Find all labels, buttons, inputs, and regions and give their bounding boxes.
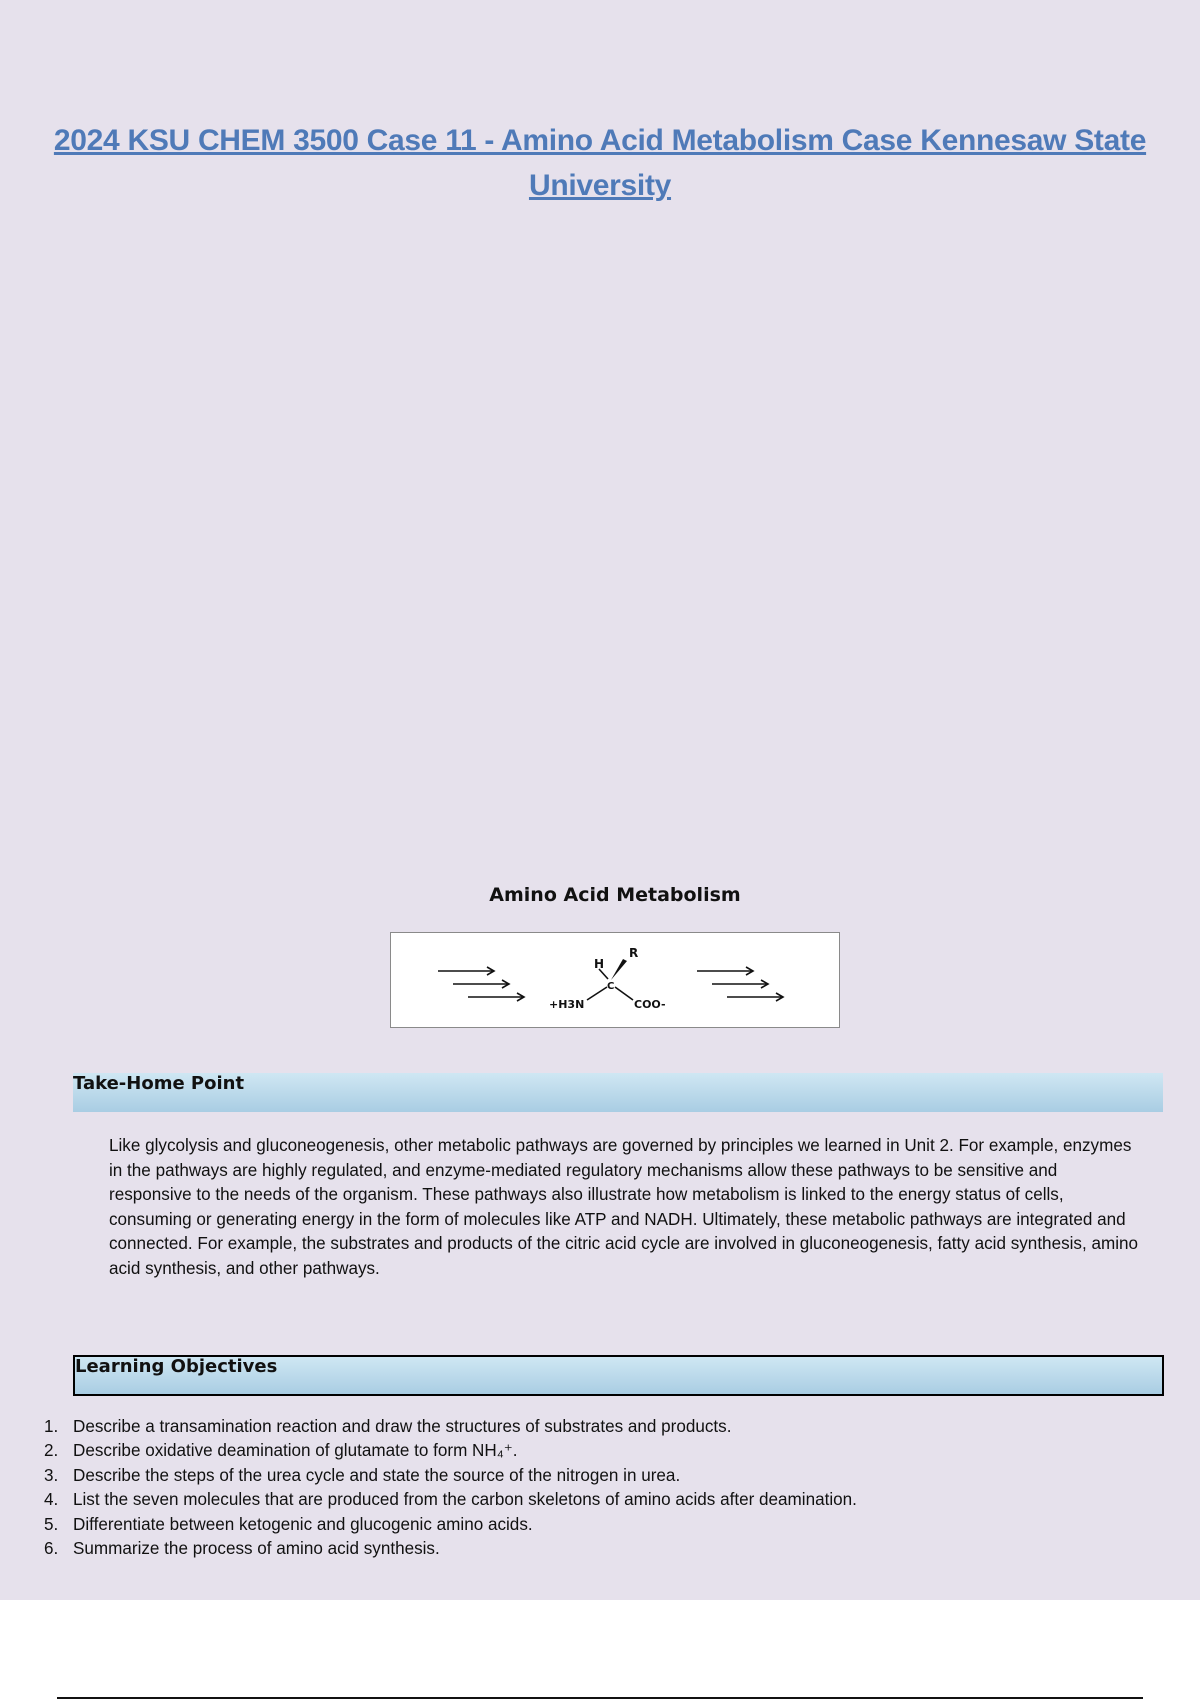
bond-carboxyl (615, 987, 633, 1000)
list-item-number: 4. (44, 1490, 59, 1510)
list-item (44, 1439, 1144, 1463)
figure-caption: Amino Acid Metabolism (489, 884, 741, 906)
list-item-text: Describe oxidative deamination of glutamate to form NH₄⁺. (73, 1441, 518, 1461)
list-item-text: Differentiate between ketogenic and glucogenic amino acids. (73, 1514, 533, 1534)
learning-objectives-heading: Learning Objectives (75, 1356, 278, 1377)
list-item-number: 6. (44, 1539, 59, 1559)
list-item (44, 1464, 1144, 1488)
group-carboxylate: COO- (634, 998, 666, 1011)
atom-h: H (594, 957, 605, 971)
take-home-body: Like glycolysis and gluconeogenesis, other metabolic pathways are governed by principles we learned in Unit 2. For example, enzymes in the pathways are highly regulated, and enzyme-mediated regulatory mechanisms allow these pathways to be sensitive and responsive to the needs of the organism. These pathways also illustrate how metabolism is linked to the energy status of cells, consuming or generating energy in the form of molecules like ATP and NADH. Ultimately, these metabolic pathways are integrated and connected. For example, the substrates and products of the citric acid cycle are involved in gluconeogenesis, fatty acid synthesis, amino acid synthesis, and other pathways. (109, 1136, 1139, 1278)
learning-objectives-list (44, 1415, 1144, 1561)
take-home-header (73, 1073, 1163, 1112)
list-item (44, 1415, 1144, 1439)
list-item-text: Describe a transamination reaction and draw the structures of substrates and products. (73, 1417, 732, 1436)
list-item (44, 1537, 1144, 1561)
list-item-text: Summarize the process of amino acid synthesis. (73, 1539, 440, 1559)
list-item (44, 1513, 1144, 1537)
group-amine: +H3N (549, 998, 585, 1011)
document-title-link[interactable]: 2024 KSU CHEM 3500 Case 11 - Amino Acid Metabolism Case Kennesaw State University (53, 124, 1147, 202)
list-item-text: List the seven molecules that are produced from the carbon skeletons of amino acids after deamination. (73, 1490, 857, 1510)
footer-divider (57, 1697, 1143, 1699)
learning-objectives-header (73, 1355, 1164, 1396)
list-item-number: 5. (44, 1514, 59, 1534)
list-item-number: 3. (44, 1465, 59, 1485)
atom-c: C (607, 981, 615, 992)
bond-amine (587, 987, 607, 1000)
list-item-number: 1. (44, 1417, 59, 1436)
take-home-heading: Take-Home Point (73, 1073, 245, 1094)
atom-r: R (629, 946, 639, 960)
list-item-number: 2. (44, 1441, 59, 1461)
list-item-text: Describe the steps of the urea cycle and state the source of the nitrogen in urea. (73, 1465, 681, 1485)
amino-acid-figure (390, 932, 840, 1028)
wedge-bond-r (611, 959, 627, 980)
list-item (44, 1488, 1144, 1512)
